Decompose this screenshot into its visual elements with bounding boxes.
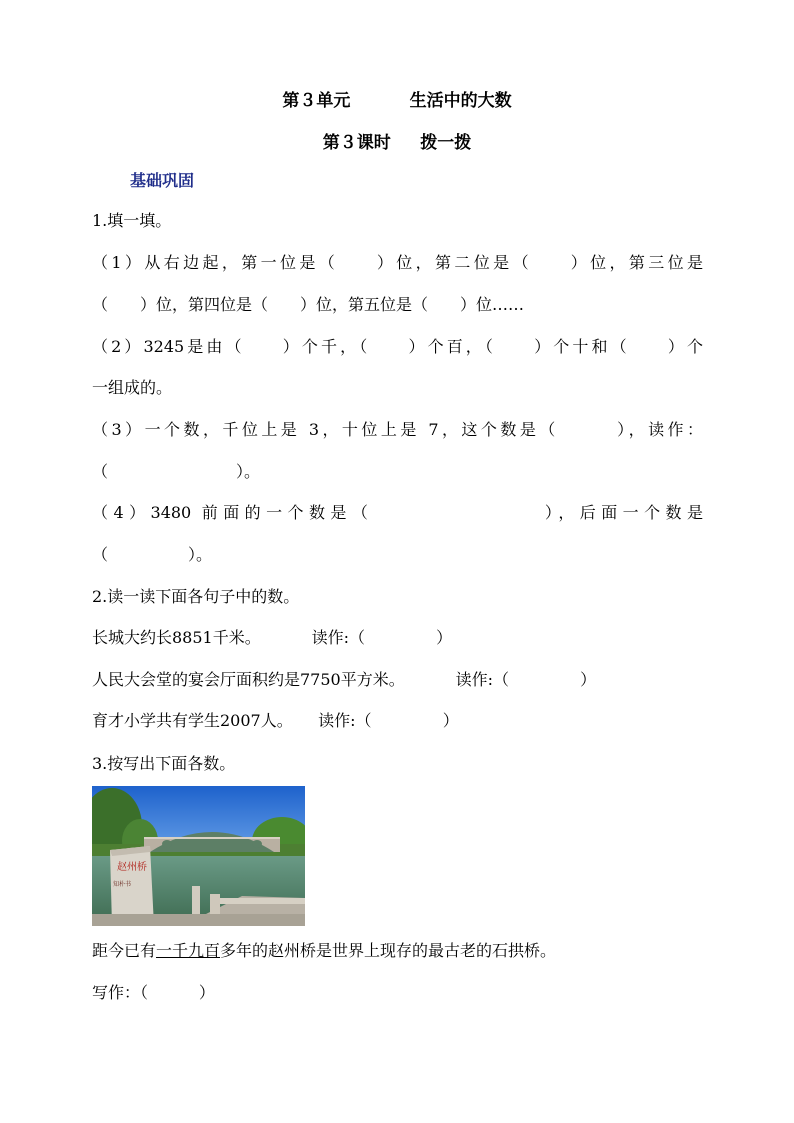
question-1-part-4-line-1: （4）3480 前面的一个数是（ ），后面一个数是: [92, 503, 703, 522]
sentence-before: 距今已有: [92, 941, 157, 960]
section-heading: 基础巩固: [130, 171, 195, 190]
question-2-sentence-1: 长城大约长8851千米。 读作:（ ）: [92, 628, 453, 647]
question-1-part-2-line-2: 一组成的。: [92, 378, 173, 397]
question-1-title: 1.填一填。: [92, 211, 172, 230]
question-1-part-2-line-1: （2）3245是由（ ）个千，（ ）个百，（ ）个十和（ ）个: [92, 337, 703, 356]
stele-signature: 知朴书: [112, 881, 132, 888]
question-2-sentence-2: 人民大会堂的宴会厅面积约是7750平方米。 读作:（ ）: [92, 670, 597, 689]
sentence-after: 多年的赵州桥是世界上现存的最古老的石拱桥。: [220, 941, 557, 960]
question-1-part-1-line-1: （1）从右边起，第一位是（ ）位，第二位是（ ）位，第三位是: [92, 253, 703, 272]
question-2-title: 2.读一读下面各句子中的数。: [92, 587, 300, 606]
zhaozhou-bridge-photo: [92, 786, 305, 926]
ground: [92, 914, 305, 926]
underlined-number: 一千九百: [156, 941, 221, 960]
question-3-title: 3.按写出下面各数。: [92, 754, 236, 773]
question-1-part-3-line-2: （ ）。: [92, 462, 261, 481]
lesson-title: 第３课时 拨一拨: [322, 133, 472, 153]
question-1-part-4-line-2: （ ）。: [92, 545, 213, 564]
stele-title: 赵州桥: [117, 862, 147, 873]
question-3-sentence: [92, 940, 556, 962]
question-2-sentence-3: 育才小学共有学生2007人。 读作:（ ）: [92, 711, 459, 730]
unit-title: 第３单元 生活中的大数: [282, 91, 512, 111]
question-1-part-1-line-2: （ ）位，第四位是（ ）位，第五位是（ ）位……: [92, 295, 525, 314]
question-1-part-3-line-1: （3）一个数，千位上是 3，十位上是 7，这个数是（ ），读作：: [92, 420, 703, 439]
question-3-answer: 写作：（ ）: [92, 983, 215, 1002]
